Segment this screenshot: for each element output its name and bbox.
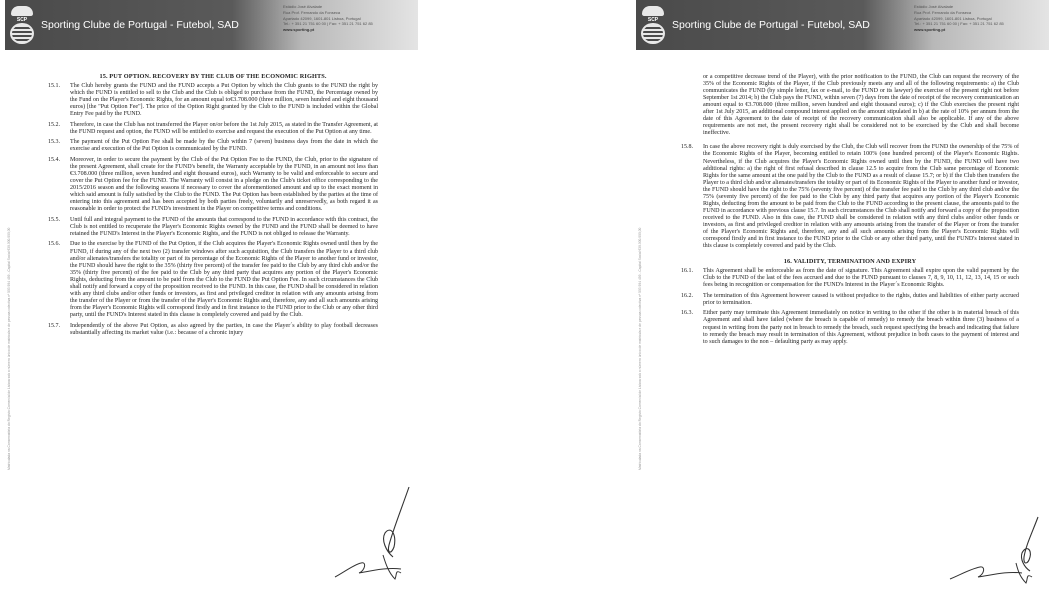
clause: 15.1. The Club hereby grants the FUND and the FUND accepts a Put Option by which the Club grants to the FUND the right by which the FUND is entitled to sell to the Club and the Club is obliged to purchase from the FUND, the Percentage owned by the Fund on the Player's Economic Rights, for an amount equal to€3.708.000 (three million, seven hundred and eight thousand euros) [the "Put Option Fee"]. The price of the Option Right granted by the Club to the FUND is included within the Global Entry Fee paid by the FUND.: [48, 83, 378, 118]
club-name: Sporting Clube de Portugal - Futebol, SAD: [672, 19, 870, 31]
document-page-right: [636, 0, 1049, 589]
section-title: 16. VALIDITY, TERMINATION AND EXPIRY: [783, 258, 917, 266]
clause: 15.4. Moreover, in order to secure the payment by the Club of the Put Option Fee to the FUND, the Club, prior to the signature of the present Agreement, shall create for the FUND's benefit, the Warranty acceptable by the FUND, in an amount not less than €3.708.000 (three million, seven hundred and eight thousand euros), such Warranty to be valid and enforceable to secure and cover the Put Option fee for the FUND. The Warranty will consist in a pledge on the Club's ticket office corresponding to the 2015/2016 season and the following seasons if necessary to cover the aforementioned amount and up to the exact moment in which said amount is fully satisfied by the Club to the FUND. The Put Option has been established by the parties at the time of entering into this agreement and has been accepted by both parties freely, voluntarily and unreservedly, as both regard it as reasonable in order to protect the FUND's investment in the Player on competitive terms and conditions.: [48, 156, 378, 213]
club-crest-icon: [638, 6, 668, 44]
crest-text: SCP: [16, 16, 28, 23]
club-address: Estádio José Alvalade Rua Prof. Fernando da Fonseca Apartado 42099, 1601-801 Lisboa, Portugal Tel.: + 351 21 751 60 00 | Fax: + 351 21 751 62 85 www.sporting.pt: [283, 4, 417, 33]
club-website: www.sporting.pt: [283, 27, 315, 33]
crest-text: SCP: [647, 16, 659, 23]
clause: 15.5. Until full and integral payment to the FUND of the amounts that correspond to the FUND in accordance with this contract, the Club is not entitled to recuperate the Player's Economic Rights owned by the FUND and the FUND shall be deemed to have retained the FUND's Interest in the Player's Economic Rights, and the FUND is not obliged to release the Warranty.: [48, 216, 378, 237]
clause: 15.3. The payment of the Put Option Fee shall be made by the Club within 7 (seven) business days from the date in which the exercise and execution of the Put Option is communicated by the FUND.: [48, 139, 378, 153]
club-name: Sporting Clube de Portugal - Futebol, SAD: [41, 19, 239, 31]
clause: 16.2. The termination of this Agreement however caused is without prejudice to the rights, duties and liabilities of either party accrued prior to termination.: [681, 292, 1019, 306]
document-page-left: [5, 0, 418, 589]
page-body: [681, 74, 1019, 589]
letterhead: [636, 0, 1049, 50]
clause: 15.8. In case the above recovery right is duly exercised by the Club, the Club will recover from the FUND the ownership of the 75% of the Economic Rights of the Player, becoming entitled to retain 100% (one hundred percent) of the Player's Economic Rights. Nevertheless, if the Club acquires the Player's Economic Rights owned until then by the FUND, the FUND will have two additional rights: a) the right of first refusal described in clause 12.5 to acquire from the Club same percentage of Economic Rights for the same amount at the one paid by the Club to the FUND as a result of clause 15.7; or b) if the Club then transfers the Player to a third club and/or alienates/transfers the totality or part of its Economic Rights of the Player to another fund or investor, the FUND should have the right to the 75% (seventy five percent) of the transfer fee paid to the Club by any third club and/or the 75% (seventy five percent) of the fee paid to the Club by any third party that acquires any portion of the Player's Economic Rights, deducting from the amount to be paid from the Club to the FUND according to the present clause, the amounts paid to the FUND in accordance with previous clause 15.7. In such circumstances the Club shall notify and forward a copy of the proposition received to the FUND. Also in this case, the FUND shall be considered in relation with any third clubs and/or other funds or investors, as first and privileged creditor in relation with any amounts arising from the transfer of the Player or from the transfer of the Player's Economic Rights and, therefore, any and all such amounts arising from the Player's Economic Rights will correspond firstly and in first instance to the FUND prior to the Club or any other third party, until the FUND's Interest stated in this clause is completely covered and paid by the Club.: [681, 144, 1019, 250]
clause: 15.6. Due to the exercise by the FUND of the Put Option, if the Club acquires the Player's Economic Rights owned until then by the FUND, if during any of the next two (2) transfer windows after such acquisition, the Club transfers the Player to a third club and/or alienates/transfers the totality or part of its percentage of the Economic Rights of the Player to another fund or investor, the FUND should have the right to the 35% (thirty five percent) of the transfer fee paid to the Club by any third club and/or the 35% (thirty five percent) of the fee paid to the Club by any third party that acquires any portion of the Player's Economic Rights, deducting from the amount to be paid from the Club to the FUND the Put Option Fee. In such circumstances the Club shall notify and forward a copy of the proposition received to the FUND. In this case, the FUND shall be considered in relation with any third clubs and/or other funds or investors, as first and privileged creditor in relation with any amounts arising from the transfer of the Player or from the transfer of the Player's Economic Rights and, therefore, any and all such amounts arising from the Player's Economic Rights will correspond firstly and in first instance to the FUND prior to the Club or any other third party, until the FUND's Interest stated in this clause is completely covered and paid by the Club.: [48, 241, 378, 318]
signature-icon: [946, 515, 1046, 587]
club-crest-icon: [7, 6, 37, 44]
registry-note: Matriculada na Conservatória do Registo Comercial de Lisboa sob o número único de matrícula e de pessoa colectiva nº 503 994 499 - Capital Social €39.000.000,00: [638, 227, 642, 470]
clause: 16.3. Either party may terminate this Agreement immediately on notice in writing to the other if the other is in material breach of this Agreement and shall have failed (where the breach is capable of remedy) to remedy the breach within three (3) business of a request in writing from the party not in breach to remedy the breach, such request specifying the breach and indicating that failure to remedy the breach may result in termination of this Agreement, without prejudice in both cases to the payment of interest and to such damages to the non – defaulting party as may apply.: [681, 310, 1019, 345]
clause: 15.7. Independently of the above Put Option, as also agreed by the parties, in case the Player´s ability to play football decreases substantially affecting its market value (i.e.: because of a chronic injury: [48, 322, 378, 336]
clause-continuation: or a competitive decrease trend of the Player), with the prior notification to the FUND, the Club can request the recovery of the 35% of the Economic Rights of the Player, if the Club previously meets any and all of the following requirements: a) the Club communicates the FUND (by simple letter, fax or e-mail, to the FUND or its lawyer) the exercise of the present right not before September 1st 2014; b) the Club pays the FUND, within seven (7) days from the date of receipt of the recovery communication an amount equal to €3.708.000 (three million, seven hundred and eight thousand euros); c) if the Club exercises the present right after 1st July 2015, an additional compound interest applied on the amount stipulated in b) at the rate of 10% per annum from the date of this Agreement to the date of receipt of the recovery communication shall also be applicable. If any of the above requirements are not met, the present recovery right shall be considered not to be exercised by the Club and shall become ineffective.: [703, 74, 1019, 137]
club-address: Estádio José Alvalade Rua Prof. Fernando da Fonseca Apartado 42099, 1601-801 Lisboa, Portugal Tel.: + 351 21 751 60 00 | Fax: + 351 21 751 62 85 www.sporting.pt: [914, 4, 1048, 33]
clause: 15.2. Therefore, in case the Club has not transferred the Player on/or before the 1st July 2015, as stated in the Transfer Agreement, at the FUND request and option, the FUND will be entitled to exercise and request the execution of the Put Option at any time.: [48, 121, 378, 135]
section-title: 15. PUT OPTION. RECOVERY BY THE CLUB OF THE ECONOMIC RIGHTS.: [99, 73, 327, 80]
letterhead: [5, 0, 418, 50]
page-body: [48, 73, 378, 589]
clause: 16.1. This Agreement shall be enforceable as from the date of signature. This Agreement shall expire upon the valid payment by the Club to the FUND of the last of the fees accrued and due to the FUND pursuant to clauses 7, 8, 9, 10, 11, 12, 13, 14, 15 or such fees being in recognition or compensation for the FUND's Interest in the Player´s Economic Rights.: [681, 268, 1019, 289]
club-website: www.sporting.pt: [914, 27, 946, 33]
signature-icon: [331, 485, 418, 585]
page-gutter: [418, 0, 636, 589]
registry-note: Matriculada na Conservatória do Registo Comercial de Lisboa sob o número único de matrícula e de pessoa colectiva nº 503 994 499 - Capital Social €39.000.000,00: [7, 227, 11, 470]
